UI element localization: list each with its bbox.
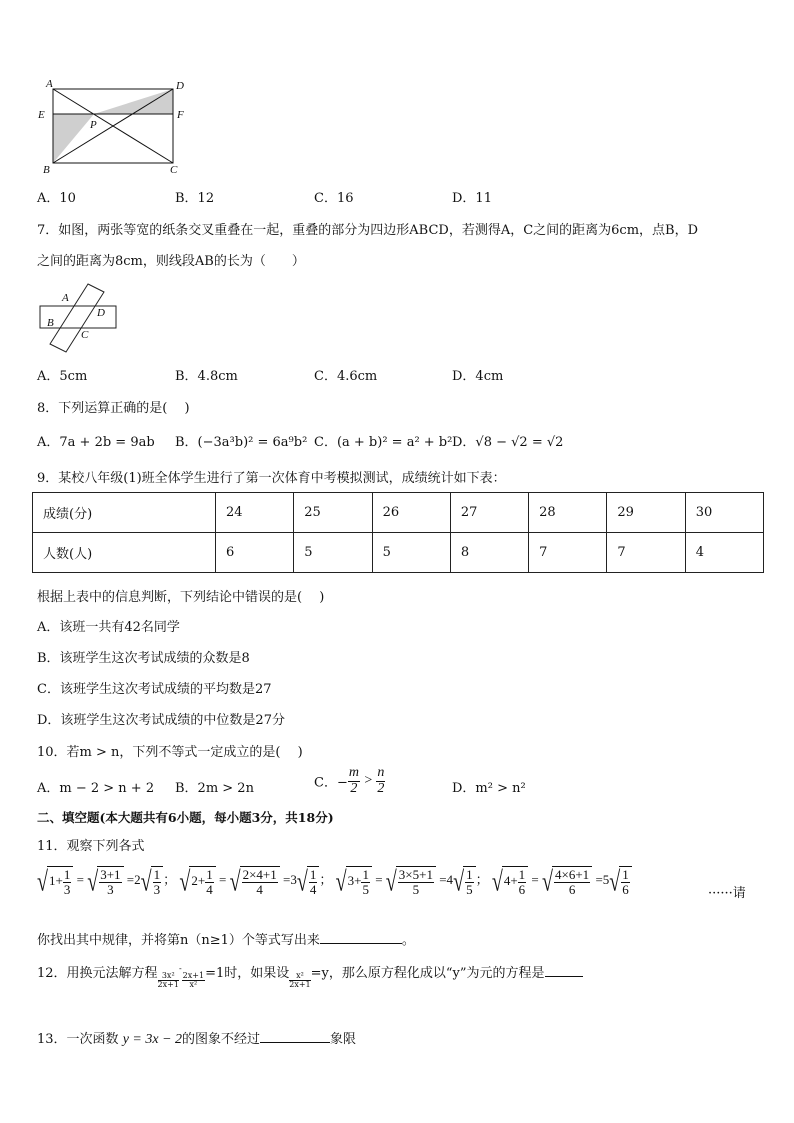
q6-option-a: A．10	[37, 191, 76, 206]
table-cell: 29	[607, 493, 685, 533]
q9-option-b: B．该班学生这次考试成绩的众数是8	[37, 651, 250, 666]
q10-option-b: B．2m > 2n	[175, 781, 254, 796]
q11-equations: √ 1+ $\frac{1}{3}$ = √ $\frac{3+1}{3}$ =2 √ $\frac{1}{3}$ ； √ 2+ $\frac{1}{4}$ = √ $\frac{2\times 4+1}{4}$ =3 √ $\frac{1}{4}$ ； √ 3+ $\frac{1}{5}$ = √ $\frac{3\times 5+1}{5}$ =4 √ $\frac{1}{5}$ ； √ 4+ $\frac{1}{6}$ = √ $\frac{4\times 6+1}{6}$ =5 √ $\frac{1}{6}$	[37, 866, 632, 896]
fraction-m-over-2: $\frac{m}{2}$	[348, 765, 359, 796]
score-table	[32, 492, 764, 573]
fig6-label-b: B	[43, 164, 50, 176]
answer-blank[interactable]	[260, 1030, 330, 1043]
fig7-label-d: D	[97, 307, 105, 319]
fig6-label-c: C	[170, 164, 178, 176]
q8-option-b: B．(−3a³b)² = 6a⁹b²	[175, 435, 308, 450]
q11-stem: 11．观察下列各式	[37, 839, 145, 854]
q13-function: y = 3x − 2	[122, 1032, 183, 1047]
section-heading: 二、填空题(本大题共有6小题，每小题3分，共18分)	[37, 810, 334, 825]
table-cell: 7	[529, 533, 607, 573]
q12-mid: =1时，如果设	[205, 966, 290, 981]
fig6-label-d: D	[176, 80, 184, 92]
table-cell: 27	[450, 493, 528, 533]
table-cell: 6	[216, 533, 294, 573]
table-cell: 5	[294, 533, 372, 573]
answer-blank[interactable]	[320, 931, 402, 944]
q9-option-d: D．该班学生这次考试成绩的中位数是27分	[37, 713, 285, 728]
q7-option-d: D．4cm	[452, 369, 504, 384]
q10-option-c-prefix: C．−	[314, 775, 348, 791]
q9-option-a: A．该班一共有42名同学	[37, 620, 180, 635]
q12-line: 12．用换元法解方程 $\frac{\text{3x²}}{2x+1}$ - $\frac{2x+1}{\text{x²}}$ =1时，如果设 $\frac{\text{x²}}{2x+1}$ =y，那么原方程化成以“y”为元的方程是	[37, 962, 583, 989]
fig7-label-a: A	[62, 292, 69, 304]
table-cell: 24	[216, 493, 294, 533]
fraction-n-over-2: $\frac{n}{2}$	[377, 765, 385, 796]
fraction-x2-over-2x1: $\frac{\text{x²}}{2x+1}$	[289, 970, 311, 989]
q10-option-c: C．− $\frac{m}{2}$ > $\frac{n}{2}$	[314, 765, 385, 796]
q8-stem: 8．下列运算正确的是( )	[37, 401, 190, 416]
q6-option-d: D．11	[452, 191, 492, 206]
table-cell: 30	[685, 493, 763, 533]
q7-stem-line1: 7．如图，两张等宽的纸条交叉重叠在一起，重叠的部分为四边形ABCD，若测得A，C之间的距离为6cm，点B，D	[37, 223, 699, 238]
fraction-2x1-over-x2: $\frac{2x+1}{\text{x²}}$	[182, 970, 205, 989]
fig7-label-c: C	[81, 329, 89, 341]
q13-suffix: 象限	[330, 1032, 357, 1047]
q10-option-d: D．m² > n²	[452, 781, 526, 796]
table-row	[33, 493, 764, 533]
q10-stem: 10．若m > n，下列不等式一定成立的是( )	[37, 745, 303, 760]
table-cell: 7	[607, 533, 685, 573]
table-cell: 26	[372, 493, 450, 533]
q12-suffix: =y，那么原方程化成以“y”为元的方程是	[310, 966, 545, 981]
q11-line2-end: 。	[401, 933, 415, 948]
fig7-label-b: B	[47, 317, 54, 329]
fraction-3x2-over-2x1: $\frac{\text{3x²}}{2x+1}$	[157, 970, 179, 989]
q9-stem: 9．某校八年级(1)班全体学生进行了第一次体育中考模拟测试，成绩统计如下表：	[37, 471, 506, 486]
fig6-label-a: A	[46, 78, 53, 90]
q6-option-c: C．16	[314, 191, 354, 206]
table-cell: 8	[450, 533, 528, 573]
q13-mid: 的图象不经过	[182, 1032, 261, 1047]
q8-option-a: A．7a + 2b = 9ab	[37, 435, 155, 450]
q9-option-c: C．该班学生这次考试成绩的平均数是27	[37, 682, 272, 697]
q8-option-d: D．√8 − √2 = √2	[452, 435, 564, 450]
q12-prefix: 12．用换元法解方程	[37, 966, 158, 981]
q7-option-b: B．4.8cm	[175, 369, 238, 384]
fig6-label-f: F	[177, 109, 184, 121]
table-cell: 25	[294, 493, 372, 533]
table-header-cell: 成绩(分)	[33, 493, 216, 533]
table-cell: 28	[529, 493, 607, 533]
q11-line2-text: 你找出其中规律，并将第n（n≥1）个等式写出来	[37, 933, 320, 948]
table-cell: 5	[372, 533, 450, 573]
fig6-label-p: P	[90, 119, 97, 131]
q13-line	[37, 1028, 356, 1048]
q11-tail: ······请	[708, 886, 746, 901]
table-header-cell: 人数(人)	[33, 533, 216, 573]
table-cell: 4	[685, 533, 763, 573]
q7-stem-line2: 之间的距离为8cm，则线段AB的长为（ ）	[37, 254, 305, 269]
fig6-label-e: E	[38, 109, 45, 121]
q7-option-c: C．4.6cm	[314, 369, 378, 384]
q11-line2	[37, 929, 415, 948]
q8-option-c: C．(a + b)² = a² + b²	[314, 435, 453, 450]
paper-strips-figure	[38, 282, 120, 354]
rectangle-figure	[36, 76, 196, 176]
q10-option-a: A．m − 2 > n + 2	[37, 781, 155, 796]
q7-option-a: A．5cm	[37, 369, 88, 384]
q13-prefix: 13．一次函数	[37, 1032, 119, 1047]
table-row	[33, 533, 764, 573]
q6-option-b: B．12	[175, 191, 215, 206]
answer-blank[interactable]	[545, 964, 583, 977]
q9-question: 根据上表中的信息判断，下列结论中错误的是( )	[37, 590, 325, 605]
